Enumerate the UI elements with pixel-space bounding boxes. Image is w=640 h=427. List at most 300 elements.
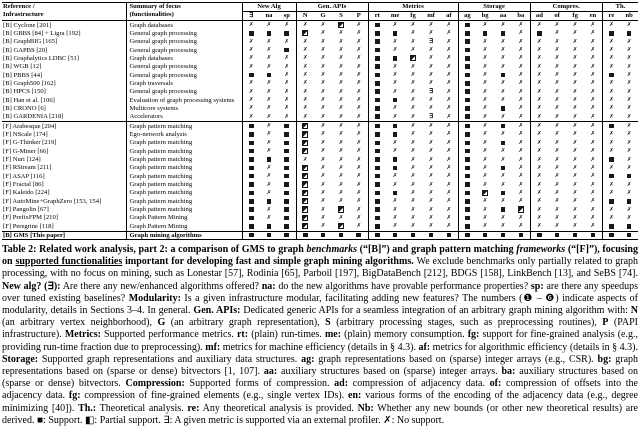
no-support-icon: ✗ (590, 88, 596, 95)
support-cell (332, 197, 350, 205)
support-cell (404, 156, 422, 164)
support-cell (584, 104, 602, 112)
support-full-icon (609, 224, 614, 229)
support-cell (296, 21, 314, 30)
support-cell (512, 156, 530, 164)
support-cell (404, 181, 422, 189)
no-support-icon: ✗ (392, 139, 398, 146)
no-support-icon: ✗ (302, 22, 308, 28)
caption-segment: Metrics: (64, 329, 101, 341)
table-row (2, 206, 638, 214)
support-cell (548, 46, 566, 54)
support-cell (422, 222, 440, 231)
no-support-icon: ✗ (554, 164, 560, 171)
reference-header-line1: Reference / (3, 3, 35, 10)
column-subheader: en (584, 12, 602, 21)
support-cell (458, 189, 476, 197)
support-cell (494, 181, 512, 189)
no-support-icon: ✗ (500, 55, 506, 62)
support-cell (314, 122, 332, 131)
support-cell (386, 214, 404, 222)
support-cell (278, 181, 296, 189)
support-cell (566, 71, 584, 79)
support-full-icon (249, 191, 254, 196)
no-support-icon: ✗ (320, 156, 326, 163)
no-support-icon: ✗ (320, 206, 326, 213)
no-support-icon: ✗ (572, 164, 578, 171)
caption-segment: auxiliary structures based on (sparse or dense) bitvectors. (2, 365, 638, 390)
no-support-icon: ✗ (537, 63, 542, 70)
support-cell (422, 38, 440, 46)
support-full-icon (375, 132, 380, 137)
no-support-icon: ✗ (537, 47, 542, 54)
support-cell (602, 189, 620, 197)
no-support-icon: ✗ (284, 63, 290, 70)
support-cell (602, 222, 620, 231)
caption-segment: G (157, 317, 166, 329)
no-support-icon: ✗ (626, 123, 632, 130)
support-cell (620, 139, 638, 147)
support-cell (242, 222, 260, 231)
caption-segment: S (325, 317, 331, 329)
support-cell (260, 63, 278, 71)
no-support-icon: ✗ (572, 88, 578, 95)
support-cell (584, 113, 602, 122)
support-cell (368, 104, 386, 112)
no-support-icon: ✗ (410, 22, 416, 28)
support-cell (422, 181, 440, 189)
support-cell (548, 147, 566, 155)
no-support-icon: ✗ (609, 63, 614, 70)
support-cell (404, 71, 422, 79)
support-partial-icon (302, 198, 308, 204)
no-support-icon: ✗ (266, 206, 272, 213)
no-support-icon: ✗ (338, 80, 344, 87)
support-cell (296, 172, 314, 180)
no-support-icon: ✗ (537, 38, 542, 45)
support-cell (548, 38, 566, 46)
support-full-icon (465, 106, 470, 111)
support-cell (512, 38, 530, 46)
no-support-icon: ✗ (518, 156, 524, 163)
support-cell (512, 147, 530, 155)
no-support-icon: ✗ (320, 30, 326, 37)
support-cell (602, 122, 620, 131)
support-full-icon (284, 166, 289, 171)
no-support-icon: ✗ (428, 223, 434, 230)
support-cell (566, 79, 584, 87)
support-full-icon (284, 216, 289, 221)
support-partial-icon (518, 206, 524, 212)
table-row (2, 29, 638, 37)
row-reference: [B] WGB [12] (3, 63, 42, 71)
support-cell (440, 71, 458, 79)
row-reference: [F] AutoMine+GraphZero [153, 154] (3, 197, 102, 205)
no-support-icon: ✗ (500, 214, 506, 221)
no-support-icon: ✗ (410, 38, 416, 45)
caption-segment: sp: (530, 280, 544, 292)
caption-segment: Storage: (2, 353, 39, 365)
support-cell (386, 21, 404, 30)
support-full-icon (375, 166, 380, 171)
no-support-icon: ✗ (590, 181, 596, 188)
support-cell (296, 29, 314, 37)
no-support-icon: ✗ (428, 189, 434, 196)
table-body (2, 21, 638, 240)
support-cell (350, 147, 368, 155)
support-full-icon (465, 31, 470, 36)
support-full-icon (465, 114, 470, 119)
no-support-icon: ✗ (320, 97, 326, 104)
support-cell (296, 79, 314, 87)
support-cell (476, 79, 494, 87)
support-cell (368, 139, 386, 147)
support-cell (476, 130, 494, 138)
no-support-icon: ✗ (320, 123, 326, 130)
no-support-icon: ✗ (356, 30, 362, 37)
support-full-icon (465, 157, 470, 162)
support-full-icon (429, 233, 434, 238)
support-cell (530, 113, 548, 122)
support-cell (620, 79, 638, 87)
table-row (2, 21, 638, 30)
support-cell (494, 46, 512, 54)
no-support-icon: ✗ (518, 148, 524, 155)
support-full-icon (501, 141, 506, 146)
support-cell (422, 164, 440, 172)
support-cell (296, 164, 314, 172)
support-full-icon (249, 157, 254, 162)
no-support-icon: ✗ (554, 156, 560, 163)
support-cell (548, 122, 566, 131)
no-support-icon: ✗ (410, 72, 416, 79)
row-reference: [B] Han et al. [106] (3, 96, 55, 104)
no-support-icon: ✗ (500, 181, 506, 188)
support-cell (440, 104, 458, 112)
no-support-icon: ✗ (572, 105, 578, 112)
no-support-icon: ✗ (446, 38, 452, 45)
support-cell (440, 189, 458, 197)
support-full-icon (375, 233, 380, 238)
support-cell (548, 164, 566, 172)
support-cell (584, 222, 602, 231)
no-support-icon: ✗ (392, 80, 398, 87)
no-support-icon: ✗ (518, 72, 524, 79)
support-cell (620, 63, 638, 71)
row-reference: [F] Arabesque [204] (2, 122, 126, 131)
support-cell (242, 164, 260, 172)
support-cell (620, 189, 638, 197)
no-support-icon: ✗ (338, 214, 344, 221)
no-support-icon: ✗ (338, 156, 344, 163)
support-cell (350, 181, 368, 189)
row-focus: Graph pattern matching (126, 147, 242, 155)
support-cell (242, 156, 260, 164)
support-cell (368, 38, 386, 46)
no-support-icon: ✗ (554, 223, 560, 230)
support-cell (458, 63, 476, 71)
support-cell (602, 130, 620, 138)
support-full-icon (267, 31, 272, 36)
no-support-icon: ✗ (626, 47, 632, 54)
support-full-icon (393, 166, 398, 171)
no-support-icon: ✗ (590, 105, 596, 112)
support-full-icon (501, 124, 506, 129)
no-support-icon: ✗ (446, 173, 452, 180)
caption-segment: (an arbitrary vertex neighborhood), (2, 317, 158, 329)
support-full-icon (249, 141, 254, 146)
support-cell (602, 46, 620, 54)
caption-segment: Table 2: Related work analysis, part 2: a comparison of GMS to graph (2, 243, 307, 255)
support-cell (314, 156, 332, 164)
no-support-icon: ✗ (609, 80, 614, 87)
column-subheader: sp (278, 12, 296, 21)
support-cell (278, 197, 296, 205)
support-partial-icon (302, 123, 308, 129)
support-full-icon (284, 191, 289, 196)
no-support-icon: ✗ (266, 131, 272, 138)
support-cell (350, 104, 368, 112)
support-cell (332, 46, 350, 54)
no-support-icon: ✗ (537, 189, 542, 196)
support-cell (368, 71, 386, 79)
support-cell (350, 130, 368, 138)
row-focus: Multicore systems (126, 104, 242, 112)
no-support-icon: ✗ (572, 173, 578, 180)
no-support-icon: ✗ (590, 198, 596, 205)
no-support-icon: ✗ (320, 139, 326, 146)
support-full-icon (501, 166, 506, 171)
support-cell (332, 21, 350, 30)
no-support-icon: ✗ (356, 47, 362, 54)
no-support-icon: ✗ (248, 105, 254, 112)
no-support-icon: ✗ (482, 72, 488, 79)
support-full-icon (375, 23, 380, 28)
support-cell (620, 164, 638, 172)
support-cell (260, 197, 278, 205)
support-cell (422, 46, 440, 54)
support-cell (422, 206, 440, 214)
no-support-icon: ✗ (410, 113, 416, 120)
external-profiler-icon: ∃ (429, 113, 434, 121)
no-support-icon: ✗ (626, 97, 632, 104)
row-focus: General graph processing (126, 38, 242, 46)
no-support-icon: ✗ (572, 189, 578, 196)
caption-segment: benchmarks (306, 243, 357, 255)
no-support-icon: ✗ (428, 181, 434, 188)
no-support-icon: ✗ (392, 47, 398, 54)
support-cell (314, 147, 332, 155)
no-support-icon: ✗ (500, 47, 506, 54)
no-support-icon: ✗ (392, 105, 398, 112)
no-support-icon: ✗ (338, 131, 344, 138)
support-cell (602, 164, 620, 172)
table-row (2, 231, 638, 239)
support-cell (584, 79, 602, 87)
caption-segment: en: (348, 390, 362, 402)
support-full-icon (284, 48, 289, 53)
support-cell (602, 231, 620, 239)
support-cell (260, 130, 278, 138)
table-row (2, 156, 638, 164)
no-support-icon: ✗ (518, 113, 524, 120)
column-subheader: bg (476, 12, 494, 21)
support-cell (620, 206, 638, 214)
no-support-icon: ✗ (482, 198, 488, 205)
no-support-icon: ✗ (518, 22, 524, 28)
caption-segment: Is a given infrastructure modular, facilitating adding new features? The numbers (❶ – ❻) indicate aspects of modularity, details in Sections 3–4. In general. (2, 292, 638, 316)
support-full-icon (501, 73, 506, 78)
no-support-icon: ✗ (266, 80, 272, 87)
support-cell (422, 147, 440, 155)
support-cell (278, 164, 296, 172)
support-cell (566, 147, 584, 155)
support-cell (440, 21, 458, 30)
support-cell (278, 122, 296, 131)
support-cell (548, 63, 566, 71)
no-support-icon: ✗ (248, 55, 254, 62)
support-cell (584, 21, 602, 30)
caption-segment: Theoretical analysis. (96, 402, 188, 414)
support-cell (278, 214, 296, 222)
no-support-icon: ✗ (320, 189, 326, 196)
column-subheader: nb (620, 12, 638, 21)
support-cell (350, 164, 368, 172)
no-support-icon: ✗ (482, 105, 488, 112)
row-focus: Graph databases (126, 54, 242, 62)
caption-segment: compression of adjacency data. (348, 378, 490, 390)
support-cell (566, 54, 584, 62)
no-support-icon: ✗ (266, 88, 272, 95)
support-partial-icon (302, 173, 308, 179)
row-reference: [F] PrefixFPM [210] (3, 214, 58, 222)
support-cell (332, 206, 350, 214)
caption-segment: na: (261, 280, 276, 292)
support-cell (620, 29, 638, 37)
table-row (2, 46, 638, 54)
no-support-icon: ✗ (518, 80, 524, 87)
support-cell (260, 46, 278, 54)
support-cell (584, 181, 602, 189)
caption-segment: compression of offsets into the adjacency data. (2, 378, 638, 402)
support-cell (512, 139, 530, 147)
support-cell (332, 88, 350, 96)
support-cell (296, 71, 314, 79)
support-cell (368, 156, 386, 164)
support-cell (260, 71, 278, 79)
support-cell (620, 147, 638, 155)
support-cell (278, 156, 296, 164)
support-cell (512, 231, 530, 239)
row-reference: [B] Graph500 [162] (3, 79, 56, 87)
support-cell (548, 156, 566, 164)
row-focus: Graph pattern matching (126, 197, 242, 205)
no-support-icon: ✗ (572, 47, 578, 54)
support-full-icon (609, 157, 614, 162)
support-cell (602, 71, 620, 79)
no-support-icon: ✗ (626, 214, 632, 221)
support-cell (602, 63, 620, 71)
support-cell (404, 96, 422, 104)
support-full-icon (375, 174, 380, 179)
support-cell (404, 113, 422, 122)
no-support-icon: ✗ (410, 123, 416, 130)
support-cell (530, 147, 548, 155)
no-support-icon: ✗ (537, 206, 542, 213)
support-full-icon (375, 199, 380, 204)
column-subheader: ad (530, 12, 548, 21)
support-full-icon (249, 207, 254, 212)
caption-segment: (plain) memory consumption. (341, 329, 468, 341)
no-support-icon: ✗ (446, 55, 452, 62)
support-cell (278, 139, 296, 147)
no-support-icon: ✗ (482, 181, 488, 188)
no-support-icon: ✗ (446, 139, 452, 146)
caption-segment: mf: (205, 341, 221, 353)
caption-segment: Th.: (78, 402, 97, 414)
support-cell (296, 104, 314, 112)
support-cell (314, 38, 332, 46)
support-cell (440, 122, 458, 131)
support-full-icon (249, 31, 254, 36)
column-subheader: N (296, 12, 314, 21)
support-partial-icon (338, 206, 344, 212)
no-support-icon: ✗ (446, 148, 452, 155)
support-full-icon (465, 64, 470, 69)
support-full-icon (284, 224, 289, 229)
support-cell (350, 29, 368, 37)
support-cell (566, 222, 584, 231)
support-cell (332, 63, 350, 71)
support-cell (422, 197, 440, 205)
support-cell (386, 181, 404, 189)
no-support-icon: ✗ (537, 105, 542, 112)
support-cell (440, 164, 458, 172)
no-support-icon: ✗ (356, 198, 362, 205)
support-cell (386, 63, 404, 71)
support-cell (404, 197, 422, 205)
support-cell (242, 231, 260, 239)
no-support-icon: ✗ (428, 148, 434, 155)
no-support-icon: ✗ (338, 123, 344, 130)
no-support-icon: ✗ (554, 63, 560, 70)
table-row (2, 164, 638, 172)
support-cell (584, 139, 602, 147)
support-full-icon (393, 132, 398, 137)
support-cell (476, 113, 494, 122)
no-support-icon: ✗ (590, 214, 596, 221)
support-partial-icon (302, 30, 308, 36)
no-support-icon: ✗ (338, 113, 344, 120)
no-support-icon: ✗ (284, 38, 290, 45)
no-support-icon: ✗ (572, 63, 578, 70)
support-full-icon (465, 73, 470, 78)
support-cell (278, 88, 296, 96)
no-support-icon: ✗ (590, 123, 596, 130)
no-support-icon: ✗ (284, 22, 290, 28)
no-support-icon: ✗ (554, 55, 560, 62)
row-focus: Graph pattern matching (126, 189, 242, 197)
support-full-icon (284, 199, 289, 204)
caption-segment: Any theoretical analysis is provided. (199, 402, 358, 414)
caption-segment: Compression: (125, 378, 185, 390)
support-cell (296, 113, 314, 122)
support-cell (440, 206, 458, 214)
no-support-icon: ✗ (410, 214, 416, 221)
support-cell (458, 54, 476, 62)
support-full-icon (267, 224, 272, 229)
no-support-icon: ✗ (320, 198, 326, 205)
